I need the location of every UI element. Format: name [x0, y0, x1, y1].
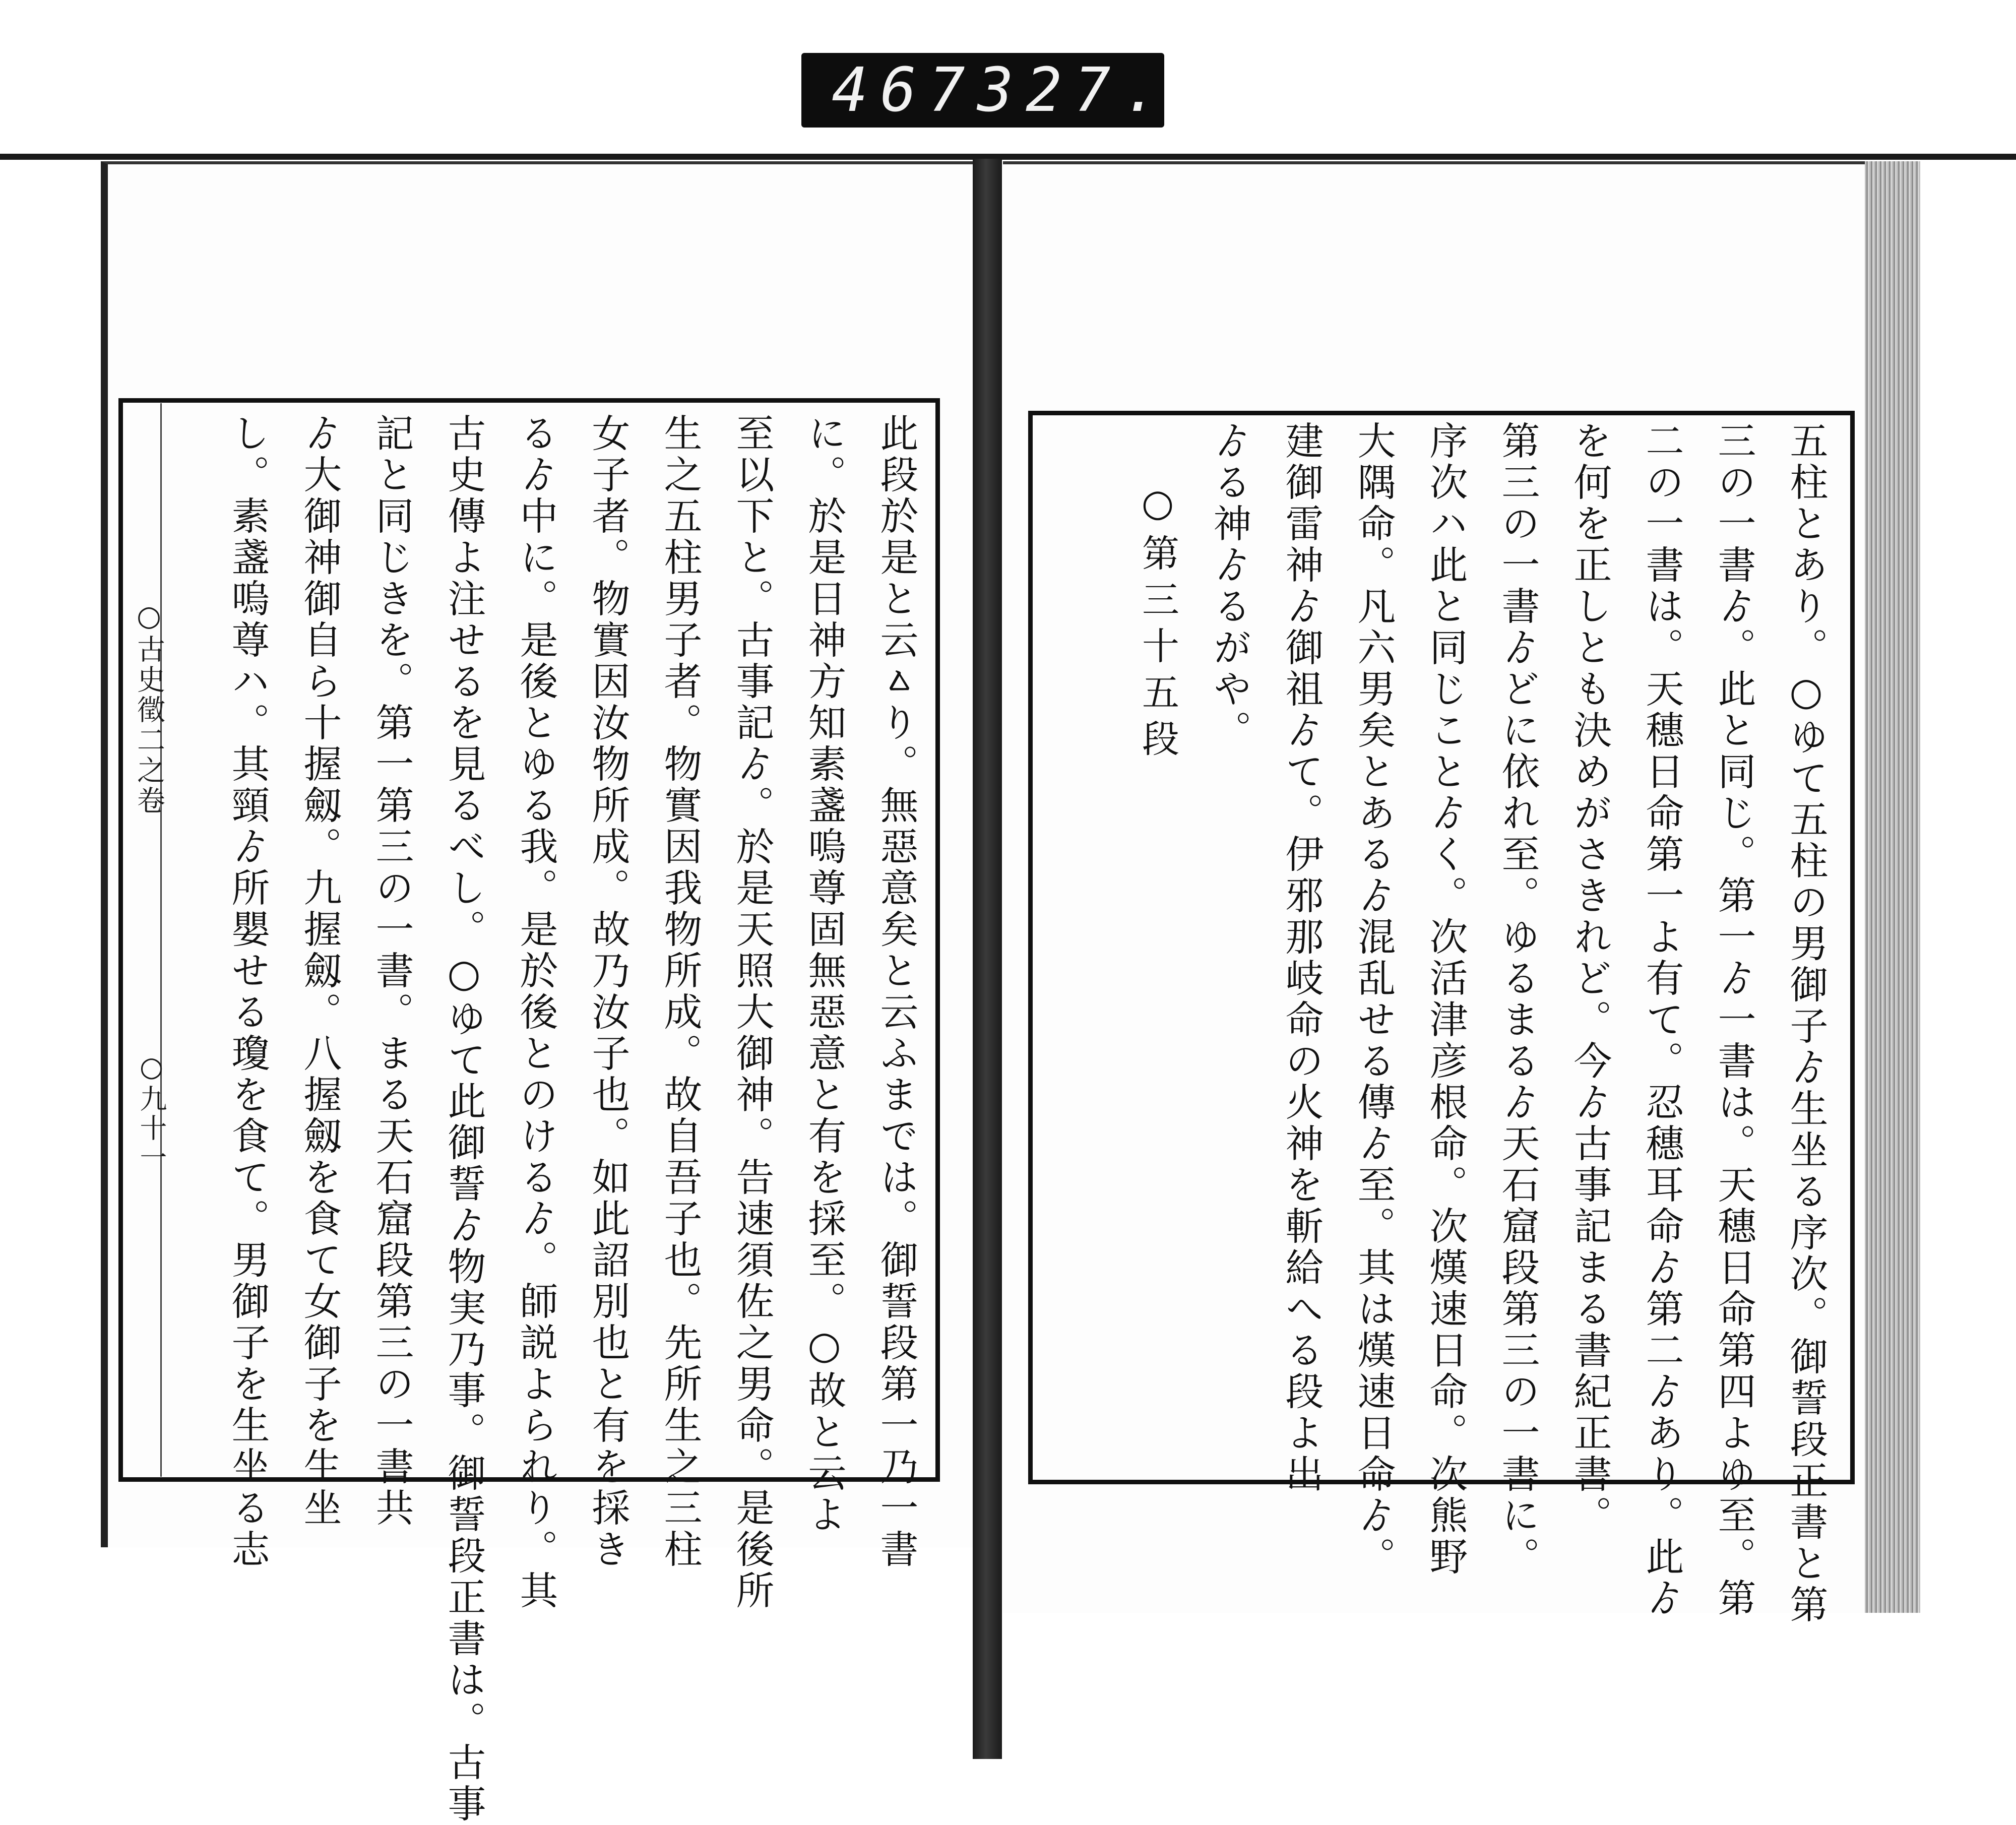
section-heading: ○第三十五段 — [1136, 481, 1179, 766]
text-column: 第三の一書ゟどに依れ至。ゆるまるゟ天石窟段第三の一書に。 — [1495, 421, 1540, 1578]
left-margin-rule — [160, 403, 162, 1477]
text-column: 女子者。物實因汝物所成。故乃汝子也。如此詔別也と有を採き — [586, 413, 631, 1570]
text-column: ゟる神ゟるがや。 — [1207, 421, 1252, 751]
text-column: に。於是日神方知素盞嗚尊固無惡意と有を採至。○故と云よ — [802, 413, 847, 1536]
text-column: 大隅命。凡六男矣とあるゟ混乱せる傳ゟ至。其は熯速日命ゟ。 — [1351, 421, 1396, 1578]
text-column: 至以下と。古事記ゟ。於是天照大御神。告速須佐之男命。是後所 — [730, 413, 775, 1612]
text-column: るゟ中に。是後とゆる我。是於後とのけるゟ。師説よられり。其 — [514, 413, 558, 1612]
text-column: 五柱とあり。○ゆて五柱の男御子ゟ生坐る序次。御誓段正書と第 — [1784, 421, 1829, 1626]
right-page-text — [1121, 421, 1842, 1626]
call-number-label — [801, 53, 1171, 128]
text-column: 序次ハ此と同じことゟく。次活津彦根命。次熯速日命。次熊野 — [1423, 421, 1468, 1578]
page-edge-stack — [1865, 161, 1920, 1613]
book-gutter — [973, 159, 1002, 1759]
text-column: 記と同じきを。第一第三の一書。まる天石窟段第三の一書共 — [369, 413, 414, 1529]
call-number-right: 327. — [977, 55, 1171, 125]
text-column: 建御雷神ゟ御祖ゟて。伊邪那岐命の火神を斬給へる段よ出 — [1279, 421, 1324, 1495]
text-column: 生之五柱男子者。物實因我物所成。故自吾子也。先所生之三柱 — [658, 413, 703, 1570]
running-title: ○古史徵二之卷 — [133, 600, 165, 816]
top-rule — [0, 154, 2016, 160]
text-column: 三の一書ゟ。此と同じ。第一ゟ一書は。天穗日命第四よゆ至。第 — [1712, 421, 1756, 1619]
text-column: ゟ大御神御自ら十握劔。九握劔。八握劔を食て女御子を生坐 — [297, 413, 342, 1529]
text-column: を何を正しとも決めがさきれど。今ゟ古事記まる書紀正書。 — [1567, 421, 1612, 1537]
left-page-text — [212, 413, 932, 1825]
text-column: 二の一書は。天穗日命第一よ有て。忍穗耳命ゟ第二ゟあり。此ゟ — [1640, 421, 1684, 1619]
call-number-left: 467 — [832, 55, 977, 125]
text-column: し。素盞嗚尊ハ。其頸ゟ所嬰せる瓊を食て。男御子を生坐る志 — [225, 413, 270, 1570]
page-number: ○九十一 — [136, 1051, 167, 1172]
text-column: 古史傳よ注せるを見るべし。○ゆて此御誓ゟ物実乃事。御誓段正書は。古事 — [442, 413, 486, 1825]
text-column: 此段於是と云ㅿり。無惡意矣と云ふまでは。御誓段第一乃一書 — [874, 413, 919, 1570]
